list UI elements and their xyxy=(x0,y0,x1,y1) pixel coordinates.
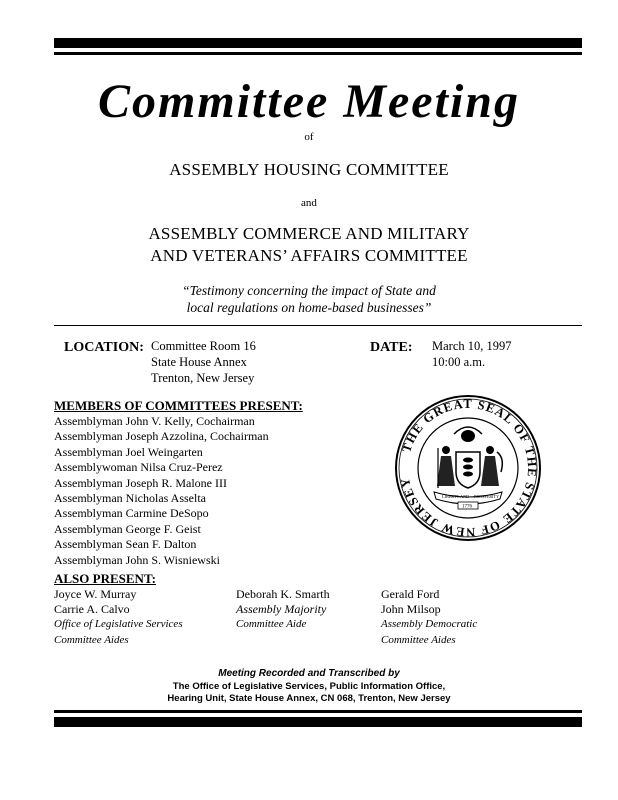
top-rule-thick xyxy=(54,38,582,48)
date-label: DATE: xyxy=(370,340,413,355)
section-divider xyxy=(54,325,582,326)
seal-year: 1776 xyxy=(462,504,472,510)
location-details xyxy=(151,338,256,386)
seal-banner-right: PROSPERITY xyxy=(474,494,500,499)
location-line-2: State House Annex xyxy=(151,355,247,369)
location-line-1: Committee Room 16 xyxy=(151,339,256,353)
member-item: Assemblyman Joseph R. Malone III xyxy=(54,475,227,490)
bottom-rule-thin xyxy=(54,710,582,713)
committee-name-2-line-2: AND VETERANS’ AFFAIRS COMMITTEE xyxy=(150,246,468,265)
staff-role: Committee Aide xyxy=(236,618,307,631)
member-item: Assemblyman Sean F. Dalton xyxy=(54,537,197,552)
also-present-col-1 xyxy=(54,587,183,648)
date-details xyxy=(432,338,512,370)
member-item: Assemblyman Joel Weingarten xyxy=(54,444,203,459)
seal-ring-text: THE GREAT SEAL OF THE STATE OF NEW JERSEY xyxy=(397,396,540,540)
staff-name: Gerald Ford xyxy=(381,587,440,601)
member-item: Assemblyman Carmine DeSopo xyxy=(54,506,209,521)
document-title: Committee Meeting xyxy=(98,75,520,128)
footer-line-1: Meeting Recorded and Transcribed by xyxy=(218,668,400,679)
location-line-3: Trenton, New Jersey xyxy=(151,371,255,385)
new-jersey-seal-icon xyxy=(394,394,542,542)
member-item: Assemblyman Joseph Azzolina, Cochairman xyxy=(54,429,269,444)
also-present-col-2 xyxy=(236,587,330,633)
of-text: of xyxy=(304,131,314,143)
staff-name: Joyce W. Murray xyxy=(54,587,137,601)
staff-role: Assembly Majority xyxy=(236,602,327,617)
staff-role: Committee Aides xyxy=(54,633,129,646)
member-item: Assemblyman George F. Geist xyxy=(54,521,201,536)
top-rule-thin xyxy=(54,52,582,55)
staff-name: John Milsop xyxy=(381,602,441,617)
member-item: Assemblyman Nicholas Asselta xyxy=(54,491,206,506)
date-line-1: March 10, 1997 xyxy=(432,339,512,353)
staff-role: Assembly Democratic xyxy=(381,618,478,631)
staff-role: Committee Aides xyxy=(381,633,456,646)
testimony-line-1: “Testimony concerning the impact of State and xyxy=(182,283,436,298)
footer-line-3: Hearing Unit, State House Annex, CN 068, Trenton, New Jersey xyxy=(167,693,451,704)
committee-name-2-line-1: ASSEMBLY COMMERCE AND MILITARY xyxy=(148,224,470,243)
location-label: LOCATION: xyxy=(64,340,144,355)
also-present-heading: ALSO PRESENT: xyxy=(54,571,156,586)
committee-name-1: ASSEMBLY HOUSING COMMITTEE xyxy=(169,160,449,179)
staff-role: Office of Legislative Services xyxy=(54,618,183,631)
seal-banner-left: LIBERTY AND xyxy=(442,494,470,499)
testimony-line-2: local regulations on home-based businesses” xyxy=(186,300,432,315)
members-list xyxy=(54,414,269,568)
staff-name: Deborah K. Smarth xyxy=(236,587,330,601)
also-present-col-3 xyxy=(381,587,477,648)
footer-line-2: The Office of Legislative Services, Public Information Office, xyxy=(172,680,446,692)
member-item: Assemblyman John S. Wisniewski xyxy=(54,552,220,567)
member-item: Assemblyman John V. Kelly, Cochairman xyxy=(54,414,255,428)
staff-name: Carrie A. Calvo xyxy=(54,602,130,617)
and-text: and xyxy=(301,197,317,209)
footer-credits xyxy=(0,668,618,706)
members-heading: MEMBERS OF COMMITTEES PRESENT: xyxy=(54,398,303,413)
member-item: Assemblywoman Nilsa Cruz-Perez xyxy=(54,460,223,475)
date-line-2: 10:00 a.m. xyxy=(432,355,486,369)
bottom-rule-thick xyxy=(54,717,582,727)
